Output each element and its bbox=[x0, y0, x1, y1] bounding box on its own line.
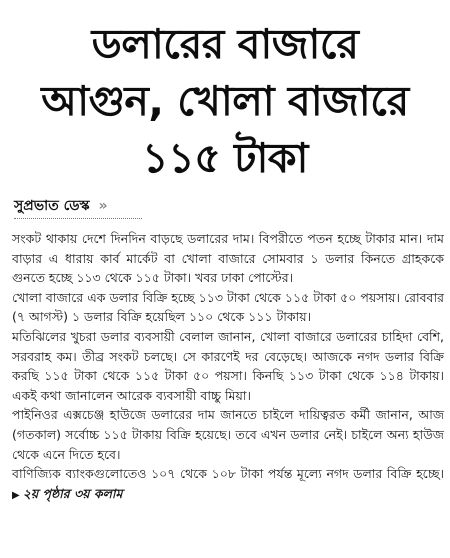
article-paragraph-2: খোলা বাজারে এক ডলার বিক্রি হচ্ছে ১১৩ টাকা থেকে ১১৫ টাকা ৫০ পয়সায়। রোববার (৭ আগস্ট) ১ ডলার বিক্রি হয়েছিল ১১০ থেকে ১১১ টাকায়। bbox=[12, 289, 444, 325]
headline bbox=[0, 16, 450, 187]
article-paragraph-5 bbox=[12, 464, 444, 505]
article-paragraph-5-text: বাণিজ্যিক ব্যাংকগুলোতেও ১০৭ থেকে ১০৮ টাকা পর্যন্ত মূল্যে নগদ ডলার বিক্রি হচ্ছে। bbox=[12, 466, 444, 482]
headline-line-3: ১১৫ টাকা bbox=[142, 134, 308, 182]
headline-line-1: ডলারের বাজারে bbox=[91, 20, 359, 68]
headline-line-2: আগুন, খোলা বাজারে bbox=[41, 77, 409, 125]
continued-reference bbox=[12, 486, 123, 501]
byline-desk: সুপ্রভাত ডেস্ক bbox=[14, 198, 90, 214]
byline-divider bbox=[14, 218, 142, 219]
chevron-right-icon: » bbox=[98, 198, 108, 214]
article-paragraph-1: সংকট থাকায় দেশে দিনদিন বাড়ছে ডলারের দাম। বিপরীতে পতন হচ্ছে টাকার মান। দাম বাড়ার এ ধারায় কার্ব মার্কেট বা খোলা বাজারে সোমবার ১ ডলার কিনতে গ্রাহককে গুনতে হচ্ছে ১১৩ থেকে ১১৫ টাকা। খবর ঢাকা পোস্টের। bbox=[12, 231, 444, 286]
play-arrow-icon: ▶ bbox=[12, 489, 20, 501]
continued-text: ২য় পৃষ্ঠার ৩য় কলাম bbox=[22, 485, 123, 501]
byline bbox=[14, 196, 108, 216]
article-paragraph-3: মতিঝিলের খুচরা ডলার ব্যবসায়ী বেলাল জানান, খোলা বাজারে ডলারের চাহিদা বেশি, সরবরাহ কম। তীব্র সংকট চলছে। সে কারণেই দর বেড়েছে। আজকে নগদ ডলার বিক্রি করছি ১১৫ টাকা থেকে ১১৫ টাকা ৫০ পয়সা। কিনছি ১১৩ টাকা থেকে ১১৪ টাকায়। একই কথা জানালেন আরেক ব্যবসায়ী বাচ্চু মিয়া। bbox=[12, 328, 444, 403]
article-body bbox=[12, 229, 444, 505]
article-paragraph-4: পাইনিওর এক্সচেঞ্জ হাউজে ডলারের দাম জানতে চাইলে দায়িত্বরত কর্মী জানান, আজ (গতকাল) সর্বোচ্চ ১১৫ টাকায় বিক্রি হয়েছে। তবে এখন ডলার নেই। চাইলে অন্য হাউজ থেকে এনে দিতে হবে। bbox=[12, 407, 444, 462]
